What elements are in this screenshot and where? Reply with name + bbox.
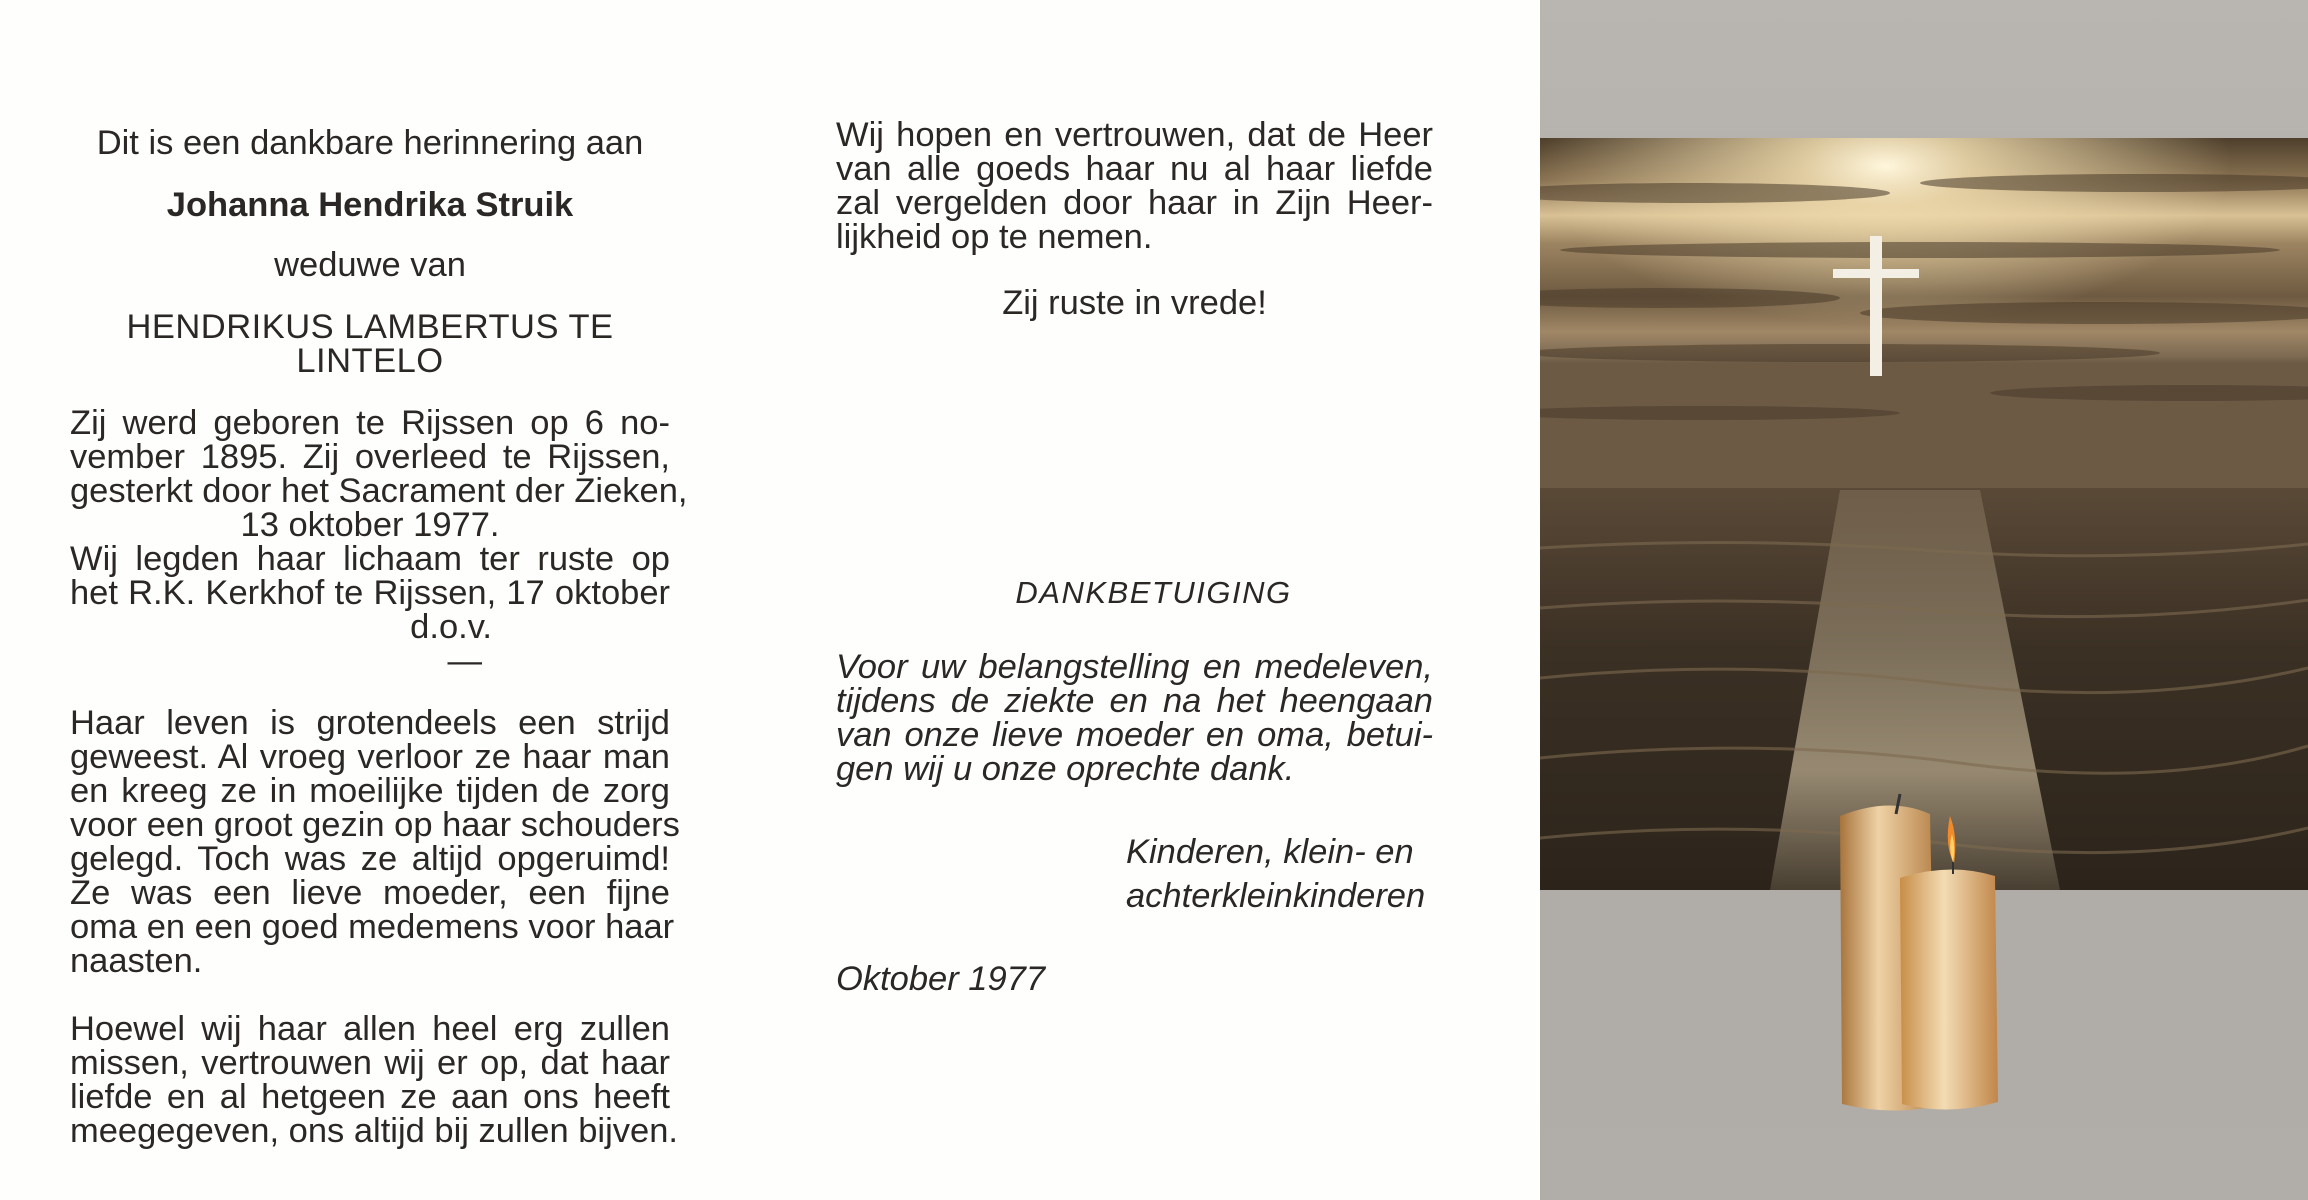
biography <box>70 404 688 646</box>
life-line: Ze was een lieve moeder, een fijne <box>70 874 670 912</box>
husband-name: HENDRIKUS LAMBERTUS TE LINTELO <box>126 308 614 380</box>
life-line: gelegd. Toch was ze altijd opgeruimd! <box>70 840 670 878</box>
signature-line: achterkleinkinderen <box>1126 877 1426 915</box>
life-paragraph <box>70 704 680 980</box>
hope-paragraph <box>836 118 1433 254</box>
bio-line: vember 1895. Zij overleed te Rijssen, <box>70 438 670 476</box>
bio-line: Zij werd geboren te Rijssen op 6 no- <box>70 404 670 442</box>
missen-line: liefde en al hetgeen ze aan ons heeft <box>70 1078 670 1116</box>
candles-icon <box>1830 786 2008 1116</box>
rest-in-peace: Zij ruste in vrede! <box>1002 284 1267 322</box>
signature-line: Kinderen, klein- en <box>1126 833 1414 871</box>
bio-line: Wij legden haar lichaam ter ruste op <box>70 540 670 578</box>
missen-line: meegegeven, ons altijd bij zullen bijven. <box>70 1112 678 1150</box>
thanks-line: tijdens de ziekte en na het heengaan <box>836 682 1433 720</box>
life-line: naasten. <box>70 942 203 980</box>
hope-line: van alle goeds haar nu al haar liefde <box>836 150 1433 188</box>
thanks-line: Voor uw belangstelling en medeleven, <box>836 648 1433 686</box>
life-line: oma en een goed medemens voor haar <box>70 908 675 946</box>
deceased-name: Johanna Hendrika Struik <box>166 186 574 224</box>
widow-of-text: weduwe van <box>274 246 466 284</box>
missen-paragraph <box>70 1010 678 1150</box>
middle-column <box>836 118 1433 996</box>
missen-line: missen, vertrouwen wij er op, dat haar <box>70 1044 670 1082</box>
bio-line: 13 oktober 1977. <box>240 506 500 544</box>
sunset-sea-photo <box>1540 138 2308 890</box>
life-line: Haar leven is grotendeels een strijd <box>70 704 670 742</box>
bio-line: het R.K. Kerkhof te Rijssen, 17 oktober <box>70 574 670 612</box>
card-date: Oktober 1977 <box>836 960 1046 998</box>
signature <box>836 830 1433 918</box>
divider-dash: — <box>447 642 482 680</box>
thanks-paragraph <box>836 650 1433 786</box>
bio-line: d.o.v. <box>410 608 492 646</box>
thanks-heading: DANKBETUIGING <box>1015 575 1292 610</box>
hope-line: zal vergelden door haar in Zijn Heer- <box>836 184 1433 222</box>
life-line: voor een groot gezin op haar schouders <box>70 806 680 844</box>
life-line: geweest. Al vroeg verloor ze haar man <box>70 738 670 776</box>
missen-line: Hoewel wij haar allen heel erg zullen <box>70 1010 670 1048</box>
hope-line: Wij hopen en vertrouwen, dat de Heer <box>836 116 1433 154</box>
sunset-sea-image <box>1540 138 2308 890</box>
left-column <box>70 118 688 1150</box>
thanks-line: van onze lieve moeder en oma, betui- <box>836 716 1433 754</box>
life-line: en kreeg ze in moeilijke tijden de zorg <box>70 772 670 810</box>
bio-line: gesterkt door het Sacrament der Zieken, <box>70 472 688 510</box>
thanks-line: gen wij u onze oprechte dank. <box>836 750 1295 788</box>
hope-line: lijkheid op te nemen. <box>836 218 1153 256</box>
intro-text: Dit is een dankbare herinnering aan <box>96 124 644 162</box>
